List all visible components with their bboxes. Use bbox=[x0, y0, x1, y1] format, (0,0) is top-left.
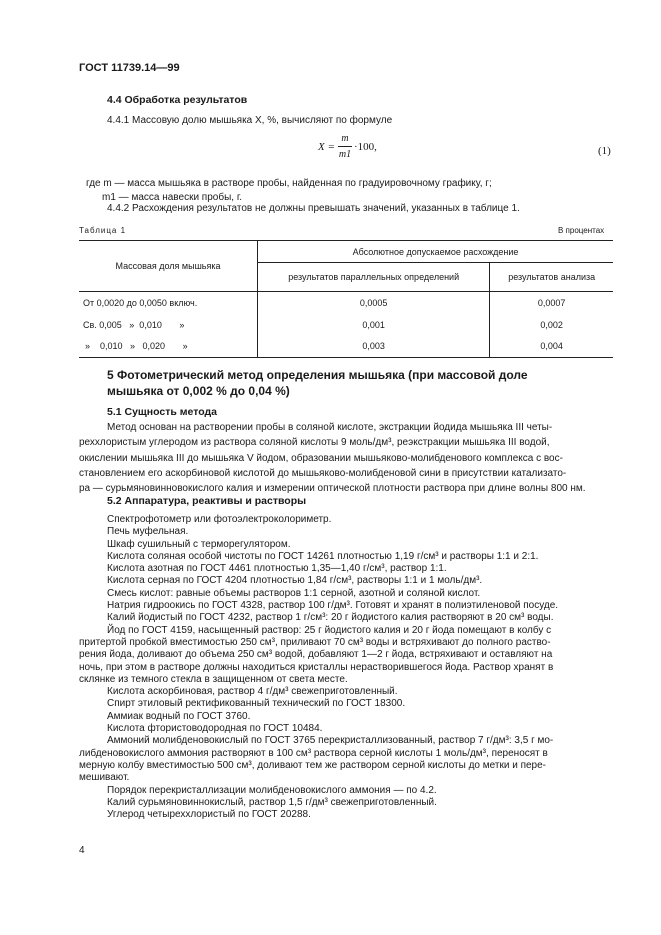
table-row bbox=[79, 336, 613, 358]
list-item: либденовокислого аммония растворяют в 100 см³ раствора серной кислоты 1 моль/дм³, переносят в bbox=[79, 747, 548, 759]
text-line: окислении мышьяка III до мышьяка V йодом, образовании мышьяково-молибденового комплекса с вос- bbox=[79, 452, 563, 464]
where-line-1: где m — масса мышьяка в растворе пробы, найденная по градуировочному графику, г; bbox=[86, 178, 492, 189]
list-item: Порядок перекристаллизации молибденовокислого аммония — по 4.2. bbox=[107, 784, 437, 796]
list-item: Натрия гидроокись по ГОСТ 4328, раствор 100 г/дм³. Готовят и хранят в полиэтиленовой посуде. bbox=[107, 600, 559, 612]
table-units: В процентах bbox=[558, 226, 605, 235]
section-5-1-title: 5.1 Сущность метода bbox=[107, 406, 218, 418]
section-5-2-list bbox=[79, 514, 613, 821]
list-item: Калий йодистый по ГОСТ 4232, раствор 1 г/см³: 20 г йодистого калия растворяют в 20 см³ воды. bbox=[107, 612, 554, 624]
list-item: притертой пробкой вместимостью 250 см³, приливают 70 см³ воды и встряхивают до полного раство- bbox=[79, 636, 551, 648]
table-cell: 0,003 bbox=[258, 336, 490, 358]
fraction-bar bbox=[338, 146, 352, 147]
table-cell: 0,0007 bbox=[537, 297, 566, 308]
list-item: Калий сурьмяновиннокислый, раствор 1,5 г/дм³ свежеприготовленный. bbox=[107, 796, 437, 808]
clause-4-4-2: 4.4.2 Расхождения результатов не должны превышать значений, указанных в таблице 1. bbox=[107, 203, 520, 214]
list-item: Йод по ГОСТ 4159, насыщенный раствор: 25 г йодистого калия и 20 г йода помещают в колбу с bbox=[107, 624, 552, 636]
list-item: рения йода, доливают до объема 250 см³ водой, добавляют 1—2 г йода, встряхивают и оставляют на bbox=[79, 649, 553, 661]
text-line: Метод основан на растворении пробы в соляной кислоте, экстракции йодида мышьяка III четы- bbox=[107, 422, 553, 433]
document-header: ГОСТ 11739.14—99 bbox=[79, 62, 180, 74]
text-line: становлением его аскорбиновой кислотой до мышьяково-молибденовой сини в присутствии катализато- bbox=[79, 467, 567, 479]
list-item: Спектрофотометр или фотоэлектроколориметр. bbox=[107, 514, 332, 525]
page-number: 4 bbox=[79, 845, 85, 856]
table-row bbox=[79, 292, 613, 314]
table-cell: 0,004 bbox=[490, 336, 613, 358]
section-5-2-title: 5.2 Аппаратура, реактивы и растворы bbox=[107, 495, 307, 507]
list-item: ночь, при этом в растворе должны находиться кристаллы нерастворившегося йода. Раствор хранят в bbox=[79, 661, 554, 673]
list-item: Шкаф сушильный с терморегулятором. bbox=[107, 538, 291, 550]
section-5-1-text bbox=[79, 420, 613, 496]
list-item: Спирт этиловый ректификованный технический по ГОСТ 18300. bbox=[107, 698, 406, 710]
table-cell: » 0,010 » 0,020 » bbox=[79, 336, 258, 358]
table-1 bbox=[79, 240, 613, 358]
table-row bbox=[79, 314, 613, 336]
list-item: Кислота аскорбиновая, раствор 4 г/дм³ свежеприготовленный. bbox=[107, 686, 398, 698]
list-item: Кислота азотная по ГОСТ 4461 плотностью 1,35—1,40 г/см³, раствор 1:1. bbox=[107, 563, 447, 575]
table-header-col1: Массовая доля мышьяка bbox=[79, 241, 258, 292]
formula-tail: ·100, bbox=[354, 141, 377, 153]
table-cell: 0,0005 bbox=[258, 292, 490, 314]
list-item: склянке из темного стекла в защищенном от света месте. bbox=[79, 673, 348, 685]
formula-number: (1) bbox=[598, 145, 611, 157]
section-5-title-line: мышьяка от 0,002 % до 0,04 %) bbox=[107, 384, 290, 398]
table-cell: Св. 0,005 » 0,010 » bbox=[79, 314, 258, 336]
table-cell: 0,002 bbox=[540, 319, 563, 330]
formula-numerator: m bbox=[341, 133, 349, 144]
list-item: Углерод четыреххлористый по ГОСТ 20288. bbox=[107, 809, 311, 821]
list-item: Аммиак водный по ГОСТ 3760. bbox=[107, 710, 251, 722]
where-line-2: m1 — масса навески пробы, г. bbox=[102, 192, 243, 203]
table-header-col3: результатов анализа bbox=[490, 263, 613, 292]
table-caption: Таблица 1 bbox=[79, 226, 127, 235]
table-cell: 0,001 bbox=[258, 314, 490, 336]
formula-fraction bbox=[338, 133, 352, 160]
list-item: мешивают. bbox=[79, 772, 130, 784]
table-header-col2: результатов параллельных определений bbox=[258, 263, 490, 292]
formula-denominator: m1 bbox=[338, 149, 352, 160]
list-item: Печь муфельная. bbox=[107, 526, 189, 538]
section-5-title-line: 5 Фотометрический метод определения мышьяка (при массовой доле bbox=[107, 368, 528, 382]
list-item: Кислота соляная особой чистоты по ГОСТ 14261 плотностью 1,19 г/см³ и растворы 1:1 и 2:1. bbox=[107, 550, 539, 562]
formula-lhs: X = bbox=[318, 141, 335, 153]
text-line: реххлористым углеродом из раствора соляной кислоты 9 моль/дм³, реэкстракции мышьяка III водой, bbox=[79, 437, 550, 449]
list-item: Кислота серная по ГОСТ 4204 плотностью 1,84 г/см³, растворы 1:1 и 1 моль/дм³. bbox=[107, 575, 483, 587]
list-item: Кислота фтористоводородная по ГОСТ 10484. bbox=[107, 723, 323, 735]
table-cell: От 0,0020 до 0,0050 включ. bbox=[79, 292, 258, 314]
section-5-title bbox=[107, 367, 528, 399]
table-header-group: Абсолютное допускаемое расхождение bbox=[258, 241, 614, 263]
list-item: Смесь кислот: равные объемы растворов 1:1 серной, азотной и соляной кислот. bbox=[107, 587, 481, 599]
section-4-4-title: 4.4 Обработка результатов bbox=[107, 94, 248, 106]
list-item: мерную колбу вместимостью 500 см³, доливают тем же раствором серной кислоты до метки и пере- bbox=[79, 759, 546, 771]
text-line: ра — сурьмяновинновокислого калия и измерении оптической плотности раствора при длине волны 800 нм. bbox=[79, 483, 586, 495]
clause-4-4-1: 4.4.1 Массовую долю мышьяка X, %, вычисляют по формуле bbox=[107, 115, 393, 126]
list-item: Аммоний молибденовокислый по ГОСТ 3765 перекристаллизованный, раствор 7 г/дм³: 3,5 г мо- bbox=[107, 735, 554, 747]
